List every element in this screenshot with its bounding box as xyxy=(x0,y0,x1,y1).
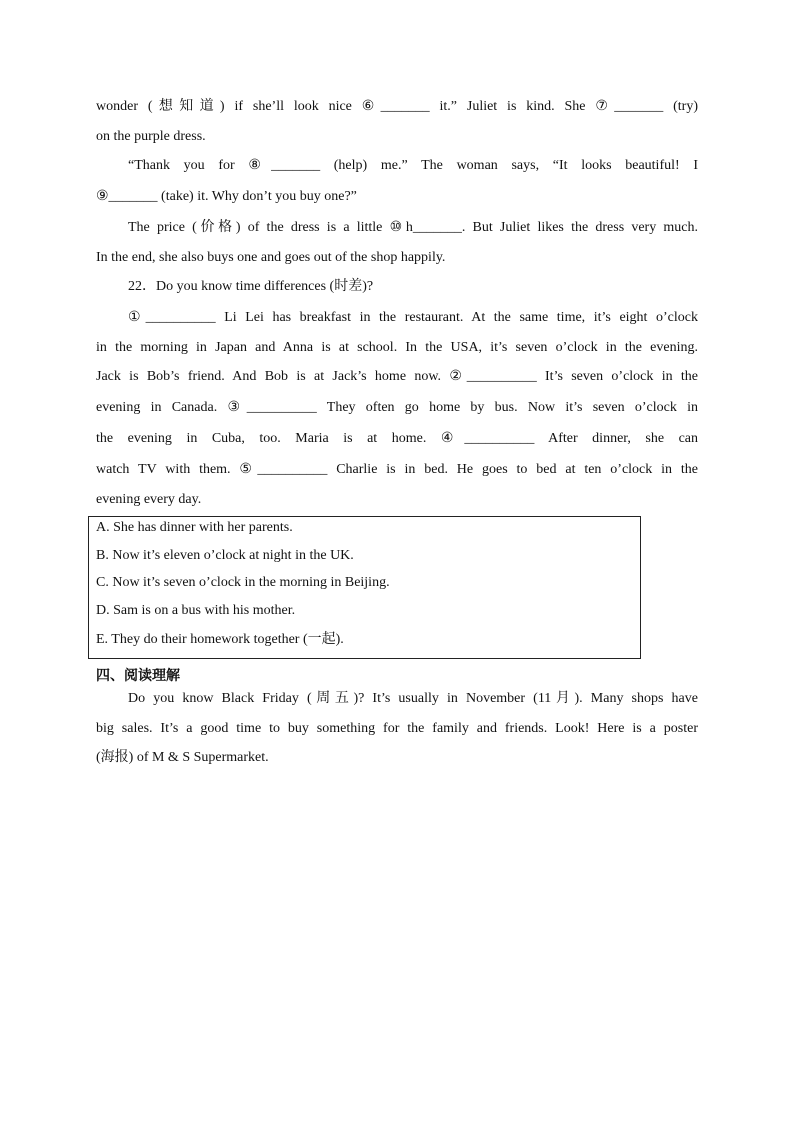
question-line: evening in Canada. ③__________ They often go home by bus. Now it’s seven o’clock in xyxy=(96,400,698,415)
reading-line: big sales. It’s a good time to buy something for the family and friends. Look! Here is a poster xyxy=(96,721,698,736)
section-heading: 四、阅读理解 xyxy=(96,668,180,684)
passage-line: “Thank you for ⑧_______ (help) me.” The woman says, “It looks beautiful! I xyxy=(128,158,698,173)
option-a: A. She has dinner with her parents. xyxy=(96,520,293,535)
question-line: in the morning in Japan and Anna is at school. In the USA, it’s seven o’clock in the evening. xyxy=(96,340,698,355)
option-b: B. Now it’s eleven o’clock at night in the UK. xyxy=(96,548,354,563)
passage-line: In the end, she also buys one and goes out of the shop happily. xyxy=(96,250,446,265)
reading-line: (海报) of M & S Supermarket. xyxy=(96,750,269,765)
options-box xyxy=(88,516,641,659)
passage-line: on the purple dress. xyxy=(96,129,206,144)
option-e: E. They do their homework together (一起). xyxy=(96,632,344,647)
passage-line: wonder (想知道) if she’ll look nice ⑥_______ it.” Juliet is kind. She ⑦_______ (try) xyxy=(96,99,698,114)
option-d: D. Sam is on a bus with his mother. xyxy=(96,603,296,618)
question-22-title: 22．Do you know time differences (时差)? xyxy=(128,279,374,294)
passage-line: The price (价格) of the dress is a little ⑩h_______. But Juliet likes the dress very much. xyxy=(128,220,698,235)
passage-line: ⑨_______ (take) it. Why don’t you buy one?” xyxy=(96,189,357,204)
option-c: C. Now it’s seven o’clock in the morning in Beijing. xyxy=(96,575,390,590)
question-line: evening every day. xyxy=(96,492,202,507)
question-line: ①__________ Li Lei has breakfast in the restaurant. At the same time, it’s eight o’clock xyxy=(128,310,698,325)
question-line: the evening in Cuba, too. Maria is at home. ④__________ After dinner, she can xyxy=(96,431,698,446)
question-line: Jack is Bob’s friend. And Bob is at Jack’s home now. ②__________ It’s seven o’clock in the xyxy=(96,369,698,384)
reading-line: Do you know Black Friday (周五)? It’s usually in November (11月). Many shops have xyxy=(128,691,698,706)
question-line: watch TV with them. ⑤__________ Charlie is in bed. He goes to bed at ten o’clock in the xyxy=(96,462,698,477)
